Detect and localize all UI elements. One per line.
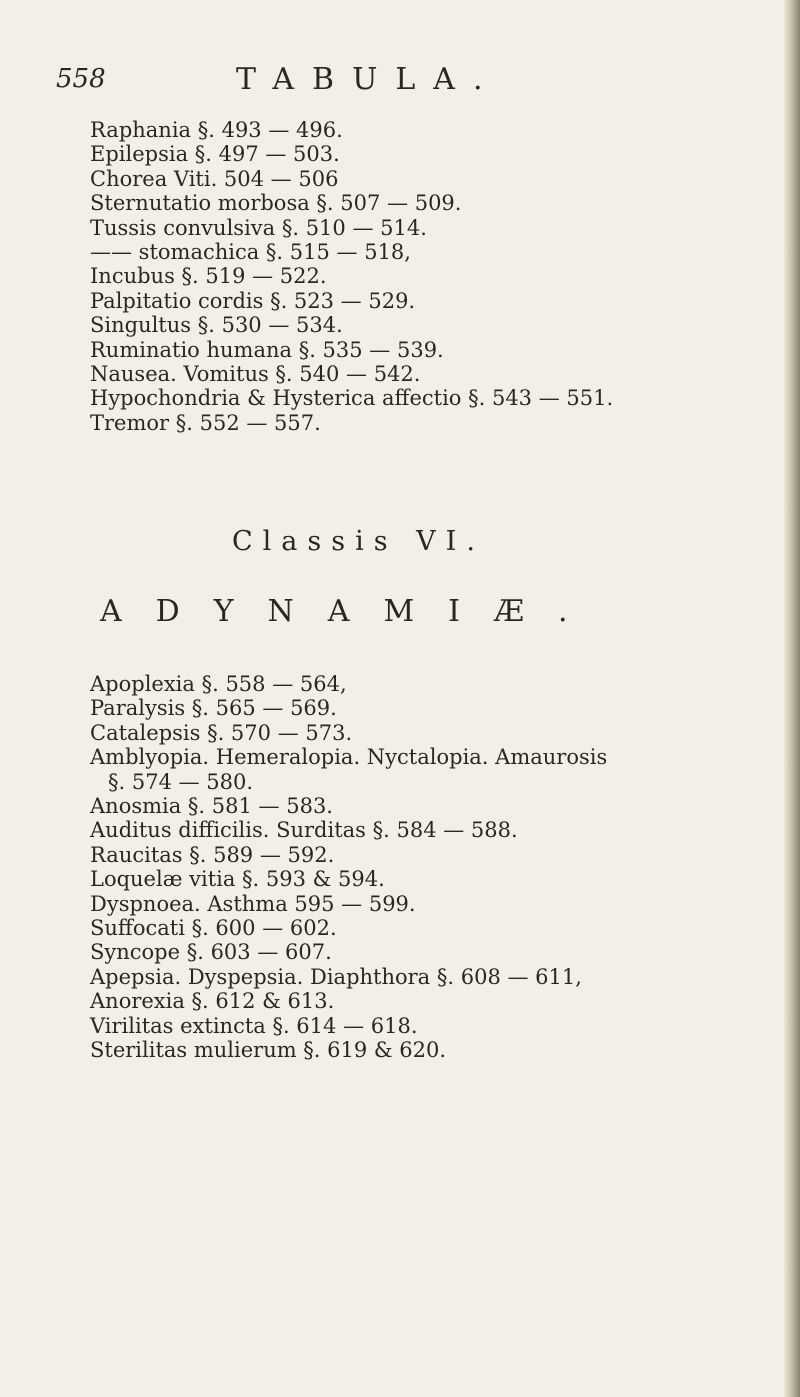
list-item: Chorea Viti. 504 — 506 [90,166,339,191]
list-item: Anorexia §. 612 & 613. [90,989,335,1014]
list-item: Tussis convulsiva §. 510 — 514. [90,215,427,240]
list-item: —— stomachica §. 515 — 518, [90,240,411,265]
list-item: Sternutatio morbosa §. 507 — 509. [90,191,462,216]
classis-heading: Classis VI. [232,526,485,557]
list-item: Singultus §. 530 — 534. [90,313,343,338]
section-1-list [90,118,780,435]
list-item: Apepsia. Dyspepsia. Diaphthora §. 608 — 611, [90,964,582,989]
running-title: TABULA. [236,62,501,97]
list-item-continuation: §. 574 — 580. [108,769,254,794]
list-item: Suffocati §. 600 — 602. [90,916,337,941]
page-number: 558 [56,64,106,94]
running-head [56,64,756,104]
list-item: Syncope §. 603 — 607. [90,940,332,965]
list-item: Epilepsia §. 497 — 503. [90,142,340,167]
list-item: Paralysis §. 565 — 569. [90,696,337,721]
list-item: Virilitas extincta §. 614 — 618. [90,1013,418,1038]
list-item: Catalepsis §. 570 — 573. [90,720,353,745]
list-item: Auditus difficilis. Surditas §. 584 — 588. [90,818,518,843]
list-item: Anosmia §. 581 — 583. [90,794,333,819]
list-item: Raucitas §. 589 — 592. [90,842,335,867]
list-item: Apoplexia §. 558 — 564, [90,672,347,696]
list-item: Sterilitas mulierum §. 619 & 620. [90,1038,447,1063]
list-item: Dyspnoea. Asthma 595 — 599. [90,891,416,916]
list-item: Ruminatio humana §. 535 — 539. [90,337,444,362]
list-item: Palpitatio cordis §. 523 — 529. [90,288,416,313]
list-item: Amblyopia. Hemeralopia. Nyctalopia. Amaurosis [90,745,608,770]
list-item: Raphania §. 493 — 496. [90,118,343,142]
list-item: Nausea. Vomitus §. 540 — 542. [90,362,421,387]
section-2-list [90,672,780,1063]
page-edge-shadow [784,0,800,1397]
list-item: Incubus §. 519 — 522. [90,264,327,289]
list-item: Hypochondria & Hysterica affectio §. 543 — 551. [90,386,614,411]
class-title: ADYNAMIÆ. [100,594,602,629]
list-item: Loquelæ vitia §. 593 & 594. [90,867,385,892]
list-item: Tremor §. 552 — 557. [90,410,321,435]
